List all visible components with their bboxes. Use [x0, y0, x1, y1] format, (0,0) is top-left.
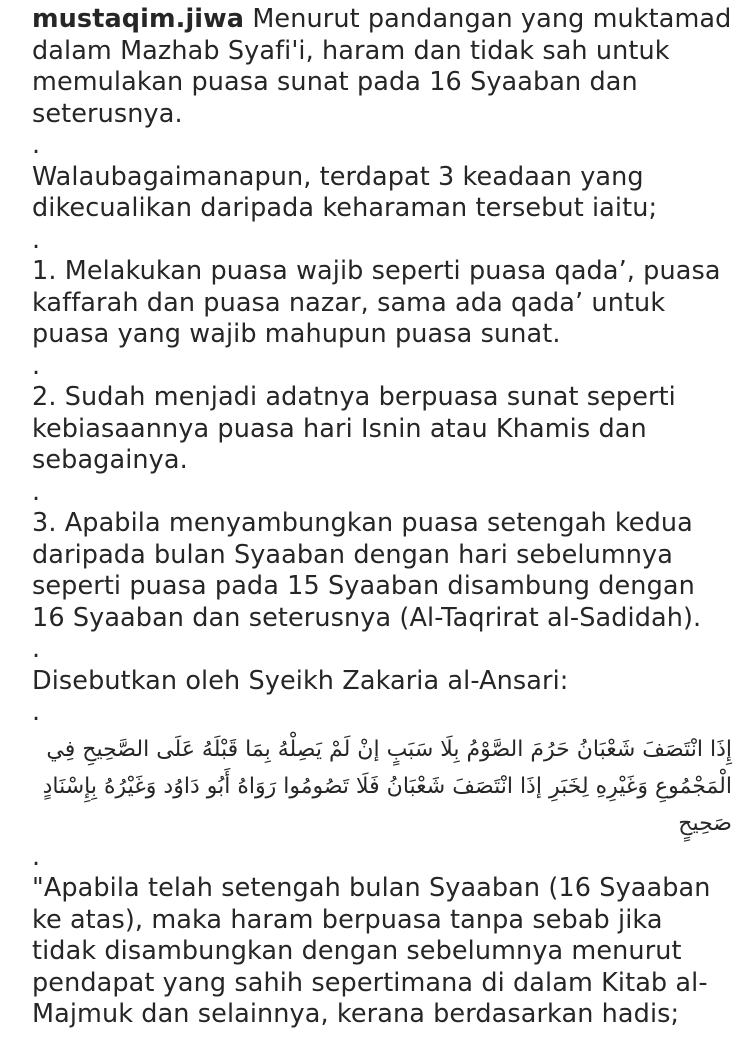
separator-dot: .: [32, 224, 41, 255]
arabic-quote: إِذَا انْتَصَفَ شَعْبَانُ حَرُمَ الصَّوْمُ بِلَا سَبَبٍ إنْ لَمْ يَصِلْهُ بِمَا قَبْلَهُ عَلَى الصَّحِيحِ فِي الْمَجْمُوعِ وَغَيْرِهِ لِخَبَرِ إذَا انْتَصَفَ شَعْبَانُ فَلَا تَصُومُوا رَوَاهُ أَبُو دَاوُد وَغَيْرُهُ بِإِسْنَادٍ صَحِيحٍ: [42, 736, 732, 836]
separator-dot: .: [32, 130, 41, 160]
separator-dot: .: [32, 697, 41, 727]
separator-dot: .: [32, 350, 41, 381]
username-link[interactable]: mustaqim.jiwa: [32, 4, 245, 34]
separator-dot: .: [32, 634, 41, 664]
caption-paragraph-citation: Disebutkan oleh Syeikh Zakaria al-Ansari:: [32, 665, 569, 696]
caption-paragraph-point-2: 2. Sudah menjadi adatnya berpuasa sunat seperti kebiasaannya puasa hari Isnin atau Khamis dan sebagainya.: [32, 382, 676, 475]
caption-paragraph-exceptions: Walaubagaimanapun, terdapat 3 keadaan yang dikecualikan daripada keharaman tersebut iaitu;: [32, 161, 658, 223]
caption-text: [32, 4, 732, 1031]
caption-paragraph-translation: "Apabila telah setengah bulan Syaaban (16 Syaaban ke atas), maka haram berpuasa tanpa sebab jika tidak disambungkan dengan sebelumnya menurut pendapat yang sahih sepertimana di dalam Kitab al-Majmuk dan selainnya, kerana berdasarkan hadis;: [32, 873, 711, 1029]
intro-text: Menurut pandangan yang muktamad dalam Mazhab Syafi'i, haram dan tidak sah untuk memulakan puasa sunat pada 16 Syaaban dan seterusnya.: [32, 4, 732, 129]
separator-dot: .: [32, 476, 41, 507]
caption-paragraph-intro: [32, 4, 732, 130]
caption-paragraph-point-1: 1. Melakukan puasa wajib seperti puasa qada’, puasa kaffarah dan puasa nazar, sama ada qada’ untuk puasa yang wajib mahupun puasa sunat.: [32, 256, 721, 349]
caption-paragraph-point-3: 3. Apabila menyambungkan puasa setengah kedua daripada bulan Syaaban dengan hari sebelumnya seperti puasa pada 15 Syaaban disambung dengan 16 Syaaban dan seterusnya (Al-Taqrirat al-Sadidah).: [32, 508, 702, 633]
separator-dot: .: [32, 841, 41, 872]
